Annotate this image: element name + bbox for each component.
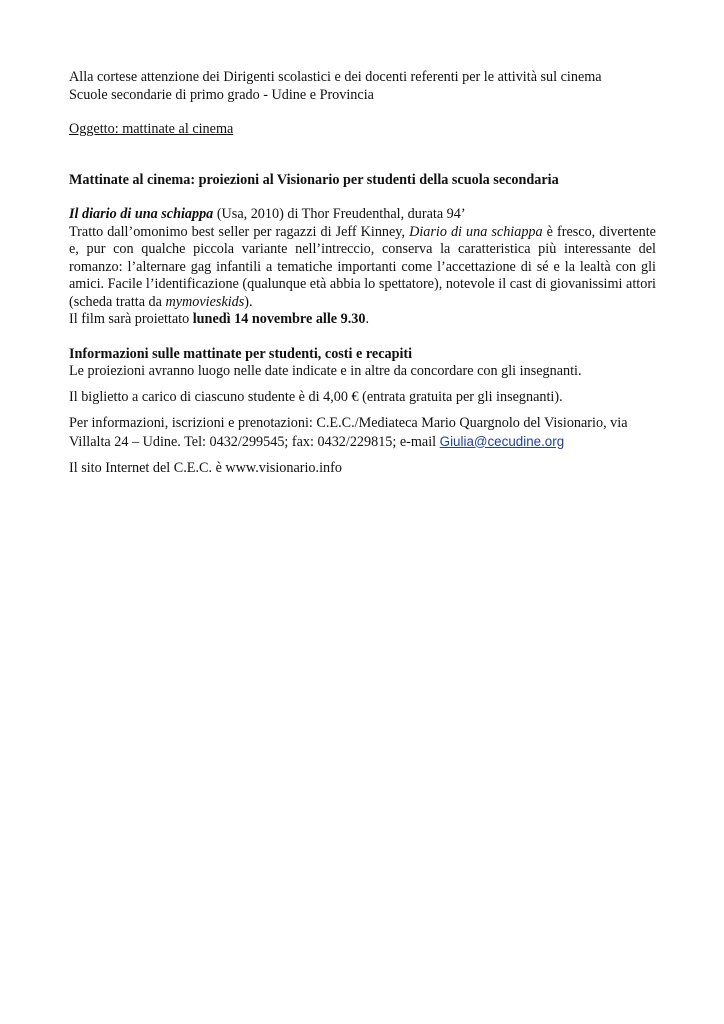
screening-prefix: Il film sarà proiettato: [69, 311, 193, 327]
info-dates: Le proiezioni avranno luogo nelle date indicate e in altre da concordare con gli insegnanti.: [69, 363, 582, 379]
film-description-text-2: è fresco, divertente e, pur con qualche piccola variante nell’intreccio, conserva la caratteristica più interessante del romanzo: l’alternare gag infantili a tematiche importanti come l’accettazione di sé e la lealtà con gli amici. Facile l’identificazione (qualunque età abbia lo spettatore), notevole il cast di giovanissimi attori (scheda tratta da: [69, 223, 656, 310]
film-heading: [69, 206, 656, 224]
ticket-price: Il biglietto a carico di ciascuno studente è di 4,00 € (entrata gratuita per gli insegnanti).: [69, 388, 563, 405]
screening-suffix: .: [365, 311, 370, 327]
website-line: Il sito Internet del C.E.C. è www.visionario.info: [69, 460, 342, 476]
film-details: (Usa, 2010) di Thor Freudenthal, durata 94’: [213, 206, 466, 222]
addressee-line-1: Alla cortese attenzione dei Dirigenti scolastici e dei docenti referenti per le attività sul cinema: [69, 69, 602, 85]
film-paragraph: [69, 206, 656, 329]
contacts-text: Per informazioni, iscrizioni e prenotazioni: C.E.C./Mediateca Mario Quargnolo del Visionario, via Villalta 24 – Udine. Tel: 0432/299545; fax: 0432/229815; e-mail: [69, 415, 628, 450]
info-title: Informazioni sulle mattinate per studenti, costi e recapiti: [69, 345, 413, 362]
film-description-source: mymovieskids: [165, 293, 245, 310]
contacts-paragraph: [69, 415, 656, 451]
film-description-end: ).: [244, 293, 253, 310]
film-description: [69, 224, 656, 312]
email-link[interactable]: Giulia@cecudine.org: [439, 433, 565, 449]
subject-line: Oggetto: mattinate al cinema: [69, 121, 234, 137]
screening-line: [69, 311, 656, 329]
film-description-text-1: Tratto dall’omonimo best seller per ragazzi di Jeff Kinney,: [69, 223, 410, 240]
film-description-italic-title: Diario di una schiappa: [409, 223, 543, 240]
screening-date: lunedì 14 novembre alle 9.30: [192, 311, 366, 327]
addressee-line-2: Scuole secondarie di primo grado - Udine e Provincia: [69, 86, 374, 103]
film-title: Il diario di una schiappa: [69, 206, 214, 222]
section-title: Mattinate al cinema: proiezioni al Visionario per studenti della scuola secondaria: [69, 171, 559, 188]
letter-page: [69, 69, 656, 478]
